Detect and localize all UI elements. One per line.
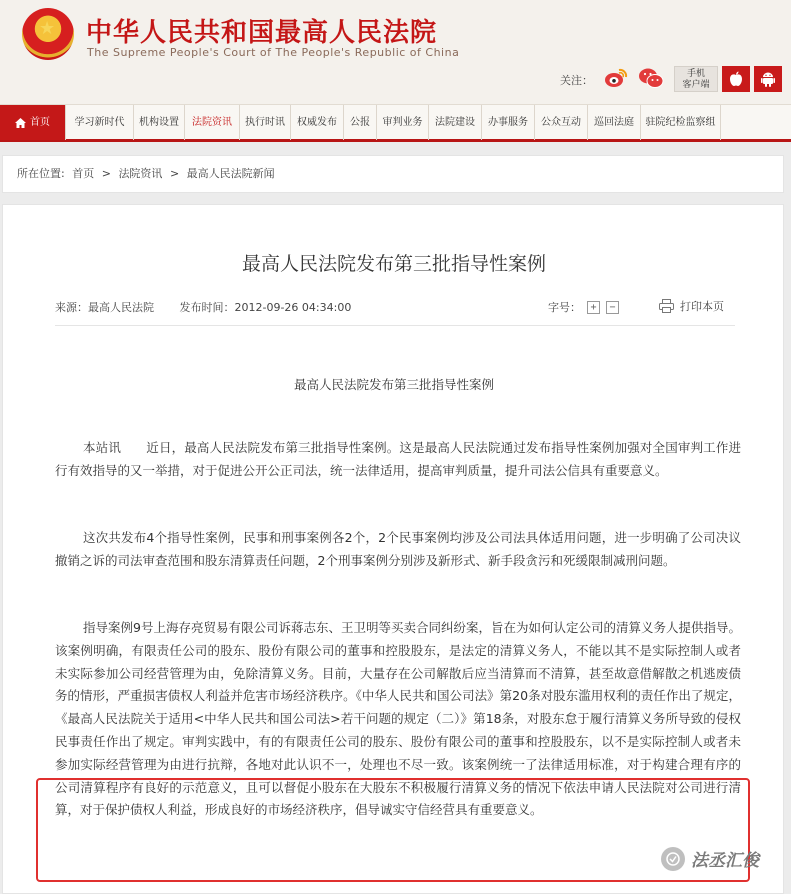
print-button[interactable] [659, 298, 724, 314]
nav-item-authoritative-release[interactable]: 权威发布 [291, 105, 344, 140]
article-meta [55, 299, 351, 315]
wechat-icon[interactable] [638, 67, 664, 89]
article-paragraph: 指导案例9号上海存亮贸易有限公司诉蒋志东、王卫明等买卖合同纠纷案，旨在为如何认定公司的清算义务人提供指导。该案例明确，有限责任公司的股东、股份有限公司的董事和控股股东，是法定的清算义务人，不能以其不是实际控制人或者未实际参加公司经营管理为由，免除清算义务。目前，大量存在公司解散后应当清算而不清算，甚至故意借解散之机逃废债务的情形，严重损害债权人利益并危害市场经济秩序。《中华人民共和国公司法》第20条对股东滥用权利的责任作出了规定，《最高人民法院关于适用<中华人民共和国公司法>若干问题的规定（二）》第18条，对股东怠于履行清算义务所导致的侵权民事责任作出了规定。审判实践中，有的有限责任公司的股东、股份有限公司的董事和控股股东，以不是实际控制人或者未参加实际经营管理为由进行抗辩，各地对此认识不一，处理也不尽一致。该案例统一了法律适用标准，对于构建合理有序的公司清算程序有良好的示范意义，且可以督促小股东在大股东不积极履行清算义务的情况下依法申请人民法院对公司进行清算，对于保护债权人利益，形成良好的市场经济秩序，倡导诚实守信经营具有重要意义。 [55, 620, 741, 818]
printer-icon [659, 299, 674, 313]
follow-label: 关注： [560, 74, 593, 87]
breadcrumb-separator: > [101, 167, 111, 180]
nav-item-trial-business[interactable]: 审判业务 [377, 105, 429, 140]
site-header [0, 0, 791, 104]
mobile-client-button[interactable] [674, 66, 718, 92]
breadcrumb [2, 155, 784, 193]
article-paragraph: 这次共发布4个指导性案例，民事和刑事案例各2个，2个民事案例均涉及公司法具体适用问题，进一步明确了公司决议撤销之诉的司法审查范围和股东清算责任问题，2个刑事案例分别涉及新形式、新手段贪污和死缓限制减刑问题。 [55, 530, 741, 568]
breadcrumb-spc-news[interactable]: 最高人民法院新闻 [186, 167, 275, 180]
android-app-button[interactable] [754, 66, 782, 92]
watermark-badge-icon [661, 847, 685, 871]
nav-item-gazette[interactable]: 公报 [344, 105, 377, 140]
nav-item-home[interactable] [0, 105, 66, 140]
nav-item-discipline-inspection[interactable]: 驻院纪检监察组 [641, 105, 721, 140]
article-title: 最高人民法院发布第三批指导性案例 [241, 253, 546, 275]
nav-item-organization[interactable]: 机构设置 [134, 105, 185, 140]
nav-item-court-news[interactable]: 法院资讯 [185, 105, 240, 140]
weibo-icon[interactable] [604, 67, 628, 89]
nav-item-services[interactable]: 办事服务 [482, 105, 535, 140]
breadcrumb-prefix: 所在位置: [17, 167, 65, 180]
breadcrumb-court-news[interactable]: 法院资讯 [118, 167, 163, 180]
breadcrumb-home[interactable]: 首页 [72, 167, 95, 180]
nav-item-enforcement-news[interactable]: 执行时讯 [240, 105, 291, 140]
apple-icon [729, 71, 743, 87]
main-nav [0, 104, 791, 142]
nav-item-court-building[interactable]: 法院建设 [429, 105, 482, 140]
nav-item-circuit-court[interactable]: 巡回法庭 [588, 105, 641, 140]
watermark-text: 法丞汇俊 [691, 851, 759, 871]
breadcrumb-separator: > [169, 167, 180, 180]
mobile-label-line2: 客户端 [682, 80, 710, 90]
nav-label: 首页 [30, 117, 50, 128]
article-published-time: 发布时间：2012-09-26 04:34:00 [179, 301, 352, 314]
national-emblem-icon[interactable] [22, 8, 74, 60]
site-subtitle: The Supreme People's Court of The People's Republic of China [87, 46, 460, 59]
home-icon [15, 118, 26, 128]
article-paragraph: 本站讯 近日，最高人民法院发布第三批指导性案例。这是最高人民法院通过发布指导性案例加强对全国审判工作进行有效指导的又一举措，对于促进公开公正司法，统一法律适用，提高审判质量，提升司法公信具有重要意义。 [55, 440, 741, 478]
meta-divider [55, 325, 735, 326]
article-panel [2, 204, 784, 894]
nav-item-study[interactable]: 学习新时代 [66, 105, 134, 140]
print-label: 打印本页 [680, 300, 724, 313]
android-icon [761, 71, 775, 87]
font-decrease-button[interactable]: − [606, 301, 619, 314]
font-increase-button[interactable]: + [587, 301, 600, 314]
nav-item-public-interaction[interactable]: 公众互动 [535, 105, 588, 140]
watermark [661, 846, 759, 871]
font-size-label: 字号： [548, 301, 581, 314]
site-title[interactable]: 中华人民共和国最高人民法院 [86, 18, 438, 48]
ios-app-button[interactable] [722, 66, 750, 92]
mobile-label-line1: 手机 [686, 69, 705, 79]
article-source: 来源：最高人民法院 [55, 301, 154, 314]
font-size-control [548, 299, 619, 315]
article-subheading: 最高人民法院发布第三批指导性案例 [293, 377, 494, 392]
